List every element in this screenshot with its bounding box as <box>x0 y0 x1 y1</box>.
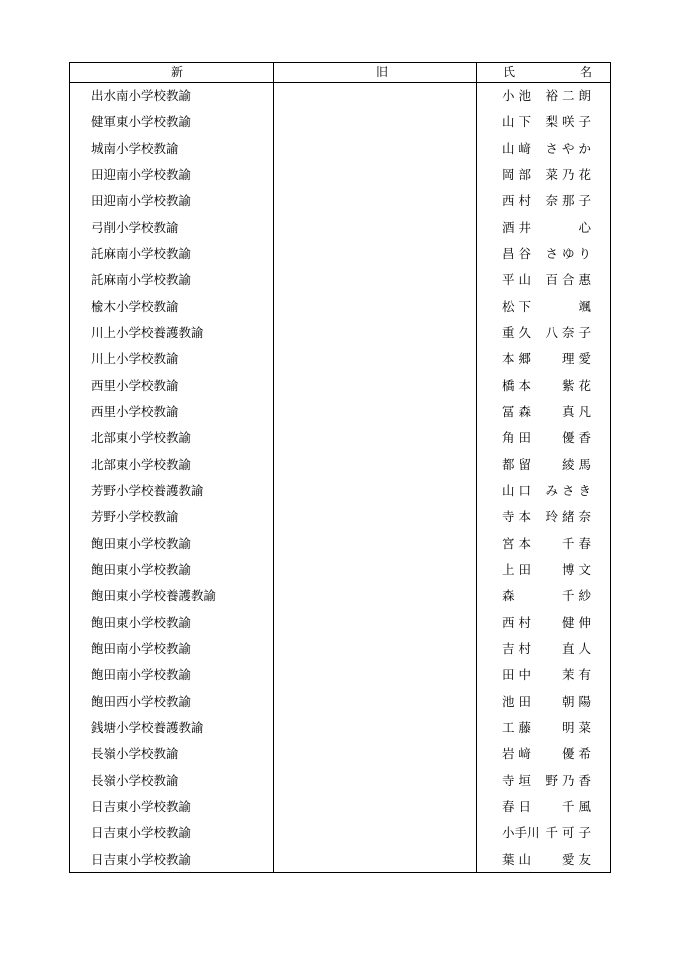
given-name: み さ き <box>545 482 591 498</box>
table-row <box>70 162 610 188</box>
given-name: さ や か <box>545 140 591 156</box>
given-name: 玲 緒 奈 <box>545 509 591 525</box>
table-row <box>70 320 610 346</box>
surname: 角 田 <box>502 430 531 446</box>
new-position: 飽田東小学校教諭 <box>91 614 192 630</box>
person-name <box>502 399 591 425</box>
person-name <box>502 188 591 214</box>
given-name: 綾 馬 <box>562 456 591 472</box>
new-position: 日吉東小学校教諭 <box>91 798 192 814</box>
given-name: 紫 花 <box>562 377 591 393</box>
given-name: 千 可 子 <box>545 825 591 841</box>
new-position: 長嶺小学校教諭 <box>91 746 179 762</box>
given-name: 優 香 <box>562 430 591 446</box>
header-name-a: 氏 <box>503 65 516 79</box>
person-name <box>502 109 591 135</box>
given-name: 千 春 <box>562 535 591 551</box>
header-new: 新 <box>171 65 184 79</box>
new-position: 西里小学校教諭 <box>91 403 179 419</box>
new-position: 長嶺小学校教諭 <box>91 772 179 788</box>
person-name <box>502 636 591 662</box>
new-position: 川上小学校養護教諭 <box>91 324 204 340</box>
person-name <box>502 425 591 451</box>
new-position: 託麻南小学校教諭 <box>91 272 192 288</box>
surname: 岡 部 <box>502 166 531 182</box>
surname: 橋 本 <box>502 377 531 393</box>
surname: 昌 谷 <box>502 245 531 261</box>
person-name <box>502 847 591 873</box>
given-name: 茉 有 <box>562 667 591 683</box>
table-row <box>70 583 610 609</box>
given-name: 優 希 <box>562 746 591 762</box>
given-name: 明 菜 <box>562 719 591 735</box>
table-row <box>70 768 610 794</box>
surname: 岩 﨑 <box>502 746 531 762</box>
surname: 春 日 <box>502 798 531 814</box>
table-row <box>70 267 610 293</box>
new-position: 飽田南小学校教諭 <box>91 640 192 656</box>
person-name <box>502 610 591 636</box>
table-row <box>70 346 610 372</box>
table-row <box>70 294 610 320</box>
surname: 葉 山 <box>502 851 531 867</box>
person-name <box>502 741 591 767</box>
surname: 小手川 <box>502 825 540 841</box>
table-row <box>70 83 610 109</box>
new-position: 出水南小学校教諭 <box>91 88 192 103</box>
table-row <box>70 794 610 820</box>
given-name: 颯 <box>578 298 591 314</box>
person-name <box>502 241 591 267</box>
person-name <box>502 215 591 241</box>
table-row <box>70 715 610 741</box>
surname: 吉 村 <box>502 640 531 656</box>
header-name-b: 名 <box>580 65 593 79</box>
surname: 田 中 <box>502 667 531 683</box>
person-name <box>502 294 591 320</box>
new-position: 飽田西小学校教諭 <box>91 693 192 709</box>
person-name <box>502 583 591 609</box>
person-name <box>502 531 591 557</box>
new-position: 芳野小学校養護教諭 <box>91 482 204 498</box>
new-position: 北部東小学校教諭 <box>91 430 192 446</box>
table-row <box>70 662 610 688</box>
surname: 宮 本 <box>502 535 531 551</box>
surname: 冨 森 <box>502 403 531 419</box>
table-row <box>70 741 610 767</box>
person-name <box>502 820 591 846</box>
given-name: 千 風 <box>562 798 591 814</box>
person-name <box>502 557 591 583</box>
surname: 工 藤 <box>502 719 531 735</box>
given-name: 菜 乃 花 <box>545 166 591 182</box>
table-row <box>70 478 610 504</box>
new-position: 銭塘小学校養護教諭 <box>91 719 204 735</box>
new-position: 日吉東小学校教諭 <box>91 851 192 867</box>
new-position: 北部東小学校教諭 <box>91 456 192 472</box>
given-name: 心 <box>578 219 591 235</box>
table-row <box>70 452 610 478</box>
surname: 酒 井 <box>502 219 531 235</box>
person-name <box>502 715 591 741</box>
given-name: 裕 二 朗 <box>545 88 591 103</box>
given-name: 梨 咲 子 <box>545 114 591 130</box>
table-row <box>70 531 610 557</box>
new-position: 日吉東小学校教諭 <box>91 825 192 841</box>
person-name <box>502 768 591 794</box>
person-name <box>502 662 591 688</box>
surname: 山 﨑 <box>502 140 531 156</box>
new-position: 城南小学校教諭 <box>91 140 179 156</box>
table-row <box>70 504 610 530</box>
new-position: 飽田南小学校教諭 <box>91 667 192 683</box>
given-name: 朝 陽 <box>562 693 591 709</box>
new-position: 飽田東小学校教諭 <box>91 561 192 577</box>
new-position: 託麻南小学校教諭 <box>91 245 192 261</box>
table-row <box>70 188 610 214</box>
header-old: 旧 <box>376 65 389 79</box>
new-position: 楡木小学校教諭 <box>91 298 179 314</box>
given-name: 真 凡 <box>562 403 591 419</box>
new-position: 弓削小学校教諭 <box>91 219 179 235</box>
person-name <box>502 504 591 530</box>
surname: 山 口 <box>502 482 531 498</box>
new-position: 西里小学校教諭 <box>91 377 179 393</box>
table-row <box>70 425 610 451</box>
given-name: さ ゆ り <box>545 245 591 261</box>
person-name <box>502 83 591 109</box>
given-name: 千 紗 <box>562 588 591 604</box>
surname: 西 村 <box>502 614 531 630</box>
personnel-table <box>69 62 611 873</box>
given-name: 奈 那 子 <box>545 193 591 209</box>
person-name <box>502 136 591 162</box>
surname: 重 久 <box>502 324 531 340</box>
surname: 本 郷 <box>502 351 531 367</box>
person-name <box>502 267 591 293</box>
table-row <box>70 373 610 399</box>
surname: 池 田 <box>502 693 531 709</box>
surname: 西 村 <box>502 193 531 209</box>
new-position: 飽田東小学校教諭 <box>91 535 192 551</box>
given-name: 直 人 <box>562 640 591 656</box>
surname: 上 田 <box>502 561 531 577</box>
surname: 寺 垣 <box>502 772 531 788</box>
table-row <box>70 109 610 135</box>
table-row <box>70 241 610 267</box>
person-name <box>502 794 591 820</box>
given-name: 博 文 <box>562 561 591 577</box>
new-position: 健軍東小学校教諭 <box>91 114 192 130</box>
surname: 山 下 <box>502 114 531 130</box>
table-row <box>70 689 610 715</box>
new-position: 川上小学校教諭 <box>91 351 179 367</box>
surname: 小 池 <box>502 88 531 103</box>
given-name: 理 愛 <box>562 351 591 367</box>
table-header <box>70 63 610 83</box>
new-position: 田迎南小学校教諭 <box>91 166 192 182</box>
table-row <box>70 847 610 873</box>
surname: 平 山 <box>502 272 531 288</box>
given-name: 健 伸 <box>562 614 591 630</box>
person-name <box>502 346 591 372</box>
new-position: 芳野小学校教諭 <box>91 509 179 525</box>
table-row <box>70 136 610 162</box>
person-name <box>502 452 591 478</box>
surname: 森 <box>502 588 515 604</box>
person-name <box>502 373 591 399</box>
person-name <box>502 689 591 715</box>
surname: 寺 本 <box>502 509 531 525</box>
table-row <box>70 636 610 662</box>
given-name: 愛 友 <box>562 851 591 867</box>
table-row <box>70 820 610 846</box>
person-name <box>502 162 591 188</box>
person-name <box>502 478 591 504</box>
table-row <box>70 215 610 241</box>
new-position: 田迎南小学校教諭 <box>91 193 192 209</box>
table-row <box>70 399 610 425</box>
table-row <box>70 557 610 583</box>
person-name <box>502 320 591 346</box>
given-name: 百 合 惠 <box>545 272 591 288</box>
table-row <box>70 610 610 636</box>
new-position: 飽田東小学校養護教諭 <box>91 588 217 604</box>
surname: 松 下 <box>502 298 531 314</box>
given-name: 野 乃 香 <box>545 772 591 788</box>
surname: 都 留 <box>502 456 531 472</box>
given-name: 八 奈 子 <box>545 324 591 340</box>
table-body <box>70 83 610 873</box>
